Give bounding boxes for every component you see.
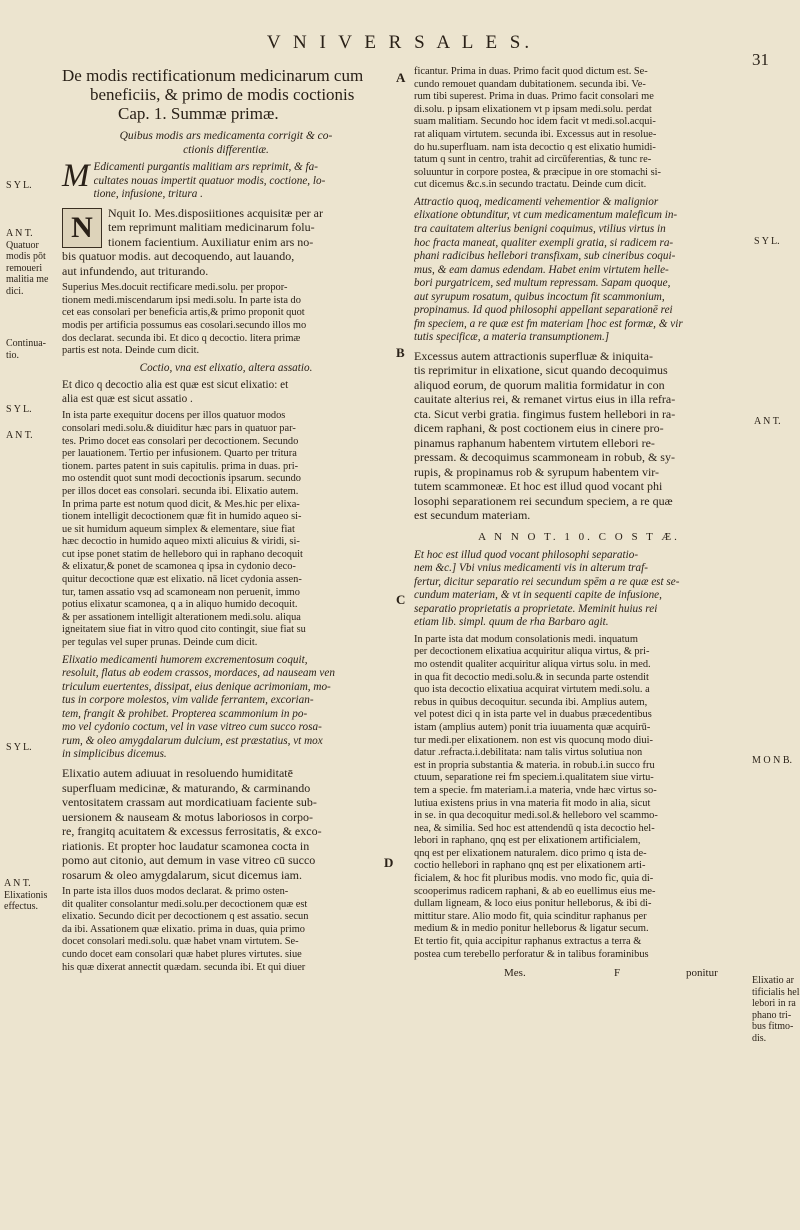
- text-line: tem, frangit & prohibet. Propterea scammonium in po-: [62, 707, 308, 720]
- text-line: tis reprimitur in elixatione, sicut quando decoquimus: [414, 363, 668, 378]
- text-line: uersionem & nauseam & motus laboriosos in corpo-: [62, 809, 313, 824]
- chapter-title: [62, 66, 390, 123]
- right-column: [414, 66, 744, 983]
- text-line: cultates nouas impertit quatuor modis, coctione, lo-: [93, 174, 326, 187]
- signature-mark: F: [614, 967, 621, 980]
- text-line: per tegulas vel super prunas. Deinde cum dicit.: [62, 637, 258, 649]
- text-line: tem a specie. fm materiam.i.a materia, vnde hæc virtus so-: [414, 784, 657, 796]
- text-line: da ibi. Assationem quæ elixatio. prima in duas, quia primo: [62, 923, 305, 935]
- text-line: quitur decoctione quæ est elixatio. nā licet cydonia assen-: [62, 574, 302, 586]
- margin-note-line: Continua-: [6, 338, 46, 349]
- text-line: propinamus. Id quod philosophi appellant separationē rei: [414, 304, 673, 317]
- text-line: mo vel cydonio coctum, vel in vase vitreo cum succo rosa-: [62, 721, 322, 734]
- text-line: cauitate alterius rei, & remanet virtus eius in illa refra-: [414, 392, 676, 407]
- text-line: quo ista decoctio elixatiua acquirat virtutem medi.solu. a: [414, 684, 650, 696]
- text-line: & elixatur,& ponet de scamonea q ipsa in cydonio deco-: [62, 561, 296, 573]
- text-line: tur, tamen assatio vsq ad scamoneam non peruenit, immo: [62, 586, 300, 598]
- commentary-paragraph: [414, 66, 744, 192]
- text-line: istam (amplius autem) ponit tria iuuamenta quæ acquirū-: [414, 721, 651, 733]
- text-line: bori purgatricem, sed multum repressam. Sapam quoque,: [414, 277, 671, 290]
- commentary-paragraph: [62, 282, 390, 358]
- margin-note-line: remoueri: [6, 262, 43, 274]
- commentary-paragraph: [62, 379, 390, 406]
- text-line: est in propria substantia & materia. in robub.i.in succo fru: [414, 759, 655, 771]
- margin-note-line: Quatuor: [6, 239, 39, 251]
- margin-note-line: malitia me: [6, 274, 49, 285]
- margin-note-line: dis.: [752, 1032, 767, 1044]
- text-line: fm speciem, a re quæ est fm materiam [hoc est formæ, & vir: [414, 317, 683, 330]
- catchword-left: Mes.: [504, 967, 526, 980]
- text-line: di.solu. p ipsam elixationem vt p ipsam medi.solu. perdat: [414, 103, 652, 115]
- text-line: per illos docet eas consolari. secunda ibi. Elixatio autem.: [62, 485, 299, 497]
- text-line: cut dicemus &c.s.in secundo tractatu. Deinde cum dicit.: [414, 179, 647, 191]
- text-line: dullam ligneam, & loco eius ponitur helleborus, & ibi di-: [414, 898, 652, 910]
- text-line: his quæ dixerat annectit quædam. secunda ibi. Et qui diuer: [62, 961, 306, 973]
- text-line: elixatio. Secundo dicit per decoctionem q est assatio. secun: [62, 911, 309, 923]
- text-line: Et dico q decoctio alia est quæ est sicut elixatio: et: [62, 379, 289, 392]
- text-line: medium & in medio ponitur helleborus & ligatur secum.: [414, 923, 649, 935]
- text-line: ue sit humidum aqueum simplex & elementare, siue fiat: [62, 523, 295, 535]
- text-line: tur medi.per elixationem. non est vis quocunq modo diui-: [414, 734, 653, 746]
- text-line: mittitur stare. Alio modo fit, quia scinditur raphanus per: [414, 910, 647, 922]
- text-line: Superius Mes.docuit rectificare medi.solu. per propor-: [62, 282, 288, 294]
- text-line: etiam lib. simpl. quum de rha Barbaro agit.: [414, 616, 609, 629]
- text-line: rebus in quibus decoquitur. secunda ibi. Amplius autem,: [414, 696, 648, 708]
- text-line: aut syrupum rosatum, quibus incoctum fit scammonium,: [414, 290, 665, 303]
- catchword: ponitur: [686, 967, 718, 980]
- text-line: In ista parte exequitur docens per illos quatuor modos: [62, 410, 286, 422]
- text-line: vel potest dici q in ista parte vel in duabus præcedentibus: [414, 709, 652, 721]
- subhead-line: ctionis differentiæ.: [183, 144, 269, 156]
- text-line: alia est quæ est sicut assatio .: [62, 392, 193, 405]
- margin-note-line: Elixationis: [4, 889, 48, 901]
- text-line: & per assationem intelligit alterationem medi.solu. aliqua: [62, 611, 301, 623]
- margin-note-line: tificialis hel: [752, 986, 800, 998]
- text-line: bis quatuor modis. aut decoquendo, aut lauando,: [62, 249, 295, 264]
- commentary-paragraph: [62, 886, 390, 974]
- text-line: rum, & oleo amygdalarum dulcium, est præstatius, vt mox: [62, 734, 323, 747]
- text-line: In parte ista illos duos modos declarat. & primo osten-: [62, 886, 289, 897]
- text-line: mus, & eam damus edendam. Habet enim virtutem helle-: [414, 263, 669, 276]
- text-line: soluuntur in corpore postea, & præcipue in ore stomachi si-: [414, 166, 662, 178]
- text-line: tionem intelligit decoctionem quæ fit in humido aqueo si-: [62, 511, 302, 523]
- text-line: tatum q sunt in centro, trahit ad circūferentias, & tunc re-: [414, 154, 652, 166]
- text-line: dit qualiter consolantur medi.solu.per decoctionem quæ est: [62, 898, 308, 910]
- text-line: postea cum terebello perforatur & in talibus foraminibus: [414, 948, 649, 960]
- drop-cap: M: [62, 158, 90, 194]
- section-marker-c: C: [396, 592, 406, 607]
- text-line: cut ipse ponet statim de helleboro qui in raphano decoquit: [62, 548, 303, 560]
- text-line: aut infundendo, aut triturando.: [62, 263, 209, 278]
- text-line: Et tertio fit, quia accipitur raphanus extractus a terra &: [414, 936, 642, 948]
- text-paragraph: [62, 654, 390, 762]
- commentary-paragraph: [414, 634, 744, 961]
- text-line: phani radicibus hellebori transfixam, sub cineribus coqui-: [414, 250, 676, 263]
- margin-note-ant: A N T.: [6, 430, 33, 441]
- margin-note-ant: A N T.: [754, 416, 781, 427]
- text-line: cundum materiam, & vt in sequenti capite de infusione,: [414, 589, 662, 602]
- text-line: per lauationem. Tertio per infusionem. Quarto per tritura: [62, 448, 297, 460]
- annotation-heading: A N N O T. 1 0. C O S T Æ.: [478, 530, 680, 543]
- page-number: 31: [752, 50, 769, 69]
- text-line: coctio hellebori in raphano qnq est per elixationem arti-: [414, 860, 646, 872]
- text-line: partis est nota. Deinde cum dicit.: [62, 345, 200, 357]
- text-line: nem &c.] Vbi vnius medicamenti vis in alterum traf-: [414, 562, 648, 575]
- text-line: tionem facientium. Auxiliatur enim ars no-: [108, 234, 314, 249]
- text-line: ctuum, separatione rei fm speciem.i.qualitatem siue virtu-: [414, 772, 654, 784]
- text-line: igneitatem siue fiat in vitro quod cito contingit, siue fiat su: [62, 624, 306, 636]
- margin-note-syl: S Y L.: [6, 742, 32, 753]
- text-line: In parte ista dat modum consolationis medi. inquatum: [414, 633, 638, 645]
- text-line: Elixatio medicamenti humorem excrementosum coquit,: [62, 653, 308, 666]
- margin-note-ant: [6, 228, 49, 297]
- text-line: hæc decoctio in humido aqueo mixti alicuius & viridi, si-: [62, 536, 300, 548]
- text-line: per decoctionem elixatiua acquiritur aliqua virtus, & pri-: [414, 646, 650, 658]
- margin-note-line: effectus.: [4, 901, 38, 912]
- text-line: in simplicibus dicemus.: [62, 748, 167, 761]
- margin-note-syl: S Y L.: [6, 180, 32, 191]
- text-line: cet eas consolari per beneficia artis,& primo proponit quot: [62, 307, 305, 319]
- margin-note-monb: M O N B.: [752, 755, 793, 766]
- text-line: pressam. & decoquimus scammoneam in robub, & sy-: [414, 450, 675, 465]
- text-line: hoc fracta maneat, qualiter exempli gratia, si radicem ra-: [414, 236, 674, 249]
- margin-note-line: Elixatio ar: [752, 975, 794, 986]
- text-line: separatio proprietatis a proprietate. Meminit huius rei: [414, 602, 658, 615]
- text-line: do hu.superfluam. nam ista decoctio q est elixatio humidi-: [414, 141, 656, 153]
- text-line: Attractio quoq, medicamenti vehementior & malignior: [414, 195, 659, 208]
- text-line: superfluam medicinæ, & maturando, & carminando: [62, 780, 311, 795]
- text-line: ventositatem crassam aut mordicatiuam faciente sub-: [62, 795, 317, 809]
- text-line: docet consolari medi.solu. quæ habet vnam virtutem. Se-: [62, 936, 299, 948]
- text-line: dos declarat. secunda ibi. Et dico q decoctio. litera primæ: [62, 332, 301, 344]
- chapter-title-line: beneficiis, & primo de modis coctionis: [90, 85, 355, 104]
- intro-paragraph: [62, 158, 390, 202]
- text-line: est secundum materiam.: [414, 508, 531, 523]
- text-line: datur .refracta.i.debilitata: nam talis virtus solutiua non: [414, 747, 643, 759]
- text-line: Excessus autem attractionis superfluæ & iniquita-: [414, 348, 653, 363]
- text-line: rum tibi superest. Prima in duas. Primo facit consolari me: [414, 91, 654, 103]
- text-line: Edicamenti purgantis malitiam ars reprimit, & fa-: [93, 161, 318, 173]
- text-line: re, frangitq acuitatem & excessus ferrositatis, & exco-: [62, 824, 322, 838]
- chapter-title-line: Cap. 1. Summæ primæ.: [118, 104, 279, 123]
- margin-note-syl: S Y L.: [6, 404, 32, 415]
- text-line: tus in corpore molestos, vim valide ferrantem, excorian-: [62, 694, 314, 707]
- margin-note-elixatio: [752, 975, 800, 1044]
- margin-note-ant: [4, 878, 47, 913]
- text-line: rat aliquam virtutem. secunda ibi. Excessus aut in resolue-: [414, 128, 657, 140]
- margin-note-continuatio: [6, 338, 46, 361]
- text-line: ficantur. Prima in duas. Primo facit quod dictum est. Se-: [414, 66, 648, 77]
- text-line: Et hoc est illud quod vocant philosophi separatio-: [414, 548, 639, 561]
- margin-note-line: A N T.: [4, 878, 31, 889]
- margin-note-line: tio.: [6, 349, 20, 361]
- text-line: fertur, dicitur separatio rei secundum spēm a re quæ est se-: [414, 575, 680, 588]
- text-line: qnq est per elixationem naturalem. dico primo q ista de-: [414, 847, 647, 859]
- text-line: triculum euertentes, dissipat, eius denique acrimoniam, mo-: [62, 680, 331, 693]
- text-line: rosarum & oleo amygdalarum, sicut dicemus iam.: [62, 867, 302, 882]
- text-line: rupis, & propinamus rob & syrupum habentem vir-: [414, 464, 660, 479]
- text-line: losophi separationem rei secundum speciem, a re quæ: [414, 493, 673, 508]
- text-line: resoluit, flatus ab eodem crassos, mordaces, ad nauseam ven: [62, 667, 335, 680]
- text-line: tionem medi.miscendarum ipsi medi.solu. In parte ista do: [62, 294, 301, 306]
- text-line: pinamus raphanum habentem virtutem ellebori re-: [414, 435, 655, 450]
- text-line: scooperimus radicem raphani, & ab eo euellimus eius me-: [414, 885, 656, 897]
- text-line: suam malitiam. Secundo hoc idem facit vt medi.sol.acqui-: [414, 116, 656, 128]
- text-line: cta. Sicut verbi gratia. fingimus fustem hellebori in ra-: [414, 406, 676, 421]
- margin-note-line: modis pōt: [6, 251, 46, 262]
- text-line: ficialem, & hoc fit pluribus modis. vno modo fic, quia di-: [414, 873, 654, 885]
- text-line: tra cauitatem alterius benigni coquimus, vtilius virtus in: [414, 223, 666, 236]
- text-line: elixatione obtunditur, vt cum medicamentum maleficum in-: [414, 209, 678, 222]
- text-line: lutiua existens prius in vna materia fit modo in alia, sicut: [414, 797, 651, 809]
- text-line: tes. Primo docet eas consolari per decoctionem. Secundo: [62, 435, 299, 447]
- text-paragraph: [414, 196, 744, 345]
- chapter-title-line: De modis rectificationum medicinarum cum: [62, 66, 364, 85]
- commentary-paragraph: [62, 410, 390, 649]
- running-head: V N I V E R S A L E S.: [266, 32, 534, 53]
- text-line: pomo aut citonio, aut demum in vase vitreo cū succo: [62, 853, 316, 867]
- text-line: In prima parte est notum quod dicit, & Mes.hic per elixa-: [62, 498, 300, 510]
- text-line: in se. in qua decoquitur medi.sol.& helleboro vel scammo-: [414, 810, 658, 822]
- text-line: nea, & similia. Sed hoc est attendendū q ista decoctio hel-: [414, 822, 655, 834]
- text-line: aliquod eorum, de quorum malitia formidatur in con: [414, 377, 665, 392]
- commentary-paragraph: [414, 349, 744, 523]
- text-line: Elixatio autem adiuuat in resoluendo humiditatē: [62, 766, 293, 780]
- text-line: tione, infusione, tritura .: [93, 188, 203, 201]
- commentary-paragraph: [62, 206, 390, 279]
- margin-note-line: dici.: [6, 285, 24, 297]
- left-column: [62, 66, 390, 978]
- text-line: consolari medi.solu.& diuiditur hæc pars in quatuor par-: [62, 422, 296, 434]
- section-marker-b: B: [396, 345, 405, 360]
- text-line: tionem. partes patent in suis capitulis. prima in duas. pri-: [62, 460, 299, 472]
- margin-note-line: A N T.: [6, 228, 33, 239]
- text-line: riationis. Et propter hoc laudatur scamonea cocta in: [62, 838, 310, 853]
- chapter-subhead: [62, 129, 390, 157]
- section-heading: Coctio, vna est elixatio, altera assatio.: [139, 361, 313, 374]
- margin-note-syl: S Y L.: [754, 236, 780, 247]
- margin-note-line: lebori in ra: [752, 998, 796, 1009]
- text-line: modis per artificia possumus eas cosolari.secundo illos mo: [62, 319, 307, 331]
- text-line: mo ostendit quot sunt modi decoctionis ipsarum. secundo: [62, 473, 301, 485]
- text-line: tutis specificæ, a materia transumptionem.]: [414, 331, 610, 344]
- text-line: tutem scammoneæ. Et hoc est illud quod vocant phi: [414, 479, 663, 494]
- margin-note-line: phano tri-: [752, 1009, 792, 1021]
- text-line: dicem raphani, & post coctionem eius in cinere pro-: [414, 421, 664, 436]
- subhead-line: Quibus modis ars medicamenta corrigit & co-: [119, 130, 333, 142]
- text-line: cundo remouet quandam dubitationem. secunda ibi. Ve-: [414, 78, 646, 90]
- text-line: in qua fit decoctio medi.solu.& in secunda parte ostendit: [414, 671, 649, 683]
- section-marker-a: A: [396, 70, 406, 85]
- section-marker-d: D: [384, 855, 394, 870]
- commentary-paragraph: [62, 766, 390, 882]
- text-line: mo ostendit qualiter acquiritur aliqua virtus solu. in med.: [414, 658, 651, 670]
- text-line: cundo docet eam consolari quæ habet plures virtutes. siue: [62, 948, 302, 960]
- text-line: Nquit Io. Mes.disposiitiones acquisitæ per ar: [108, 205, 323, 220]
- text-line: potius elixatur scamonea, q a in aliquo humido decoquit.: [62, 599, 298, 611]
- decorated-initial: N: [62, 208, 102, 248]
- text-line: lebori in raphano, qnq est per elixationem artificialem,: [414, 835, 641, 847]
- page-footer: [414, 967, 744, 983]
- annotation-paragraph: [414, 549, 744, 630]
- margin-note-line: bus fitmo-: [752, 1021, 794, 1032]
- text-line: tem reprimunt malitiam medicinarum folu-: [108, 220, 315, 235]
